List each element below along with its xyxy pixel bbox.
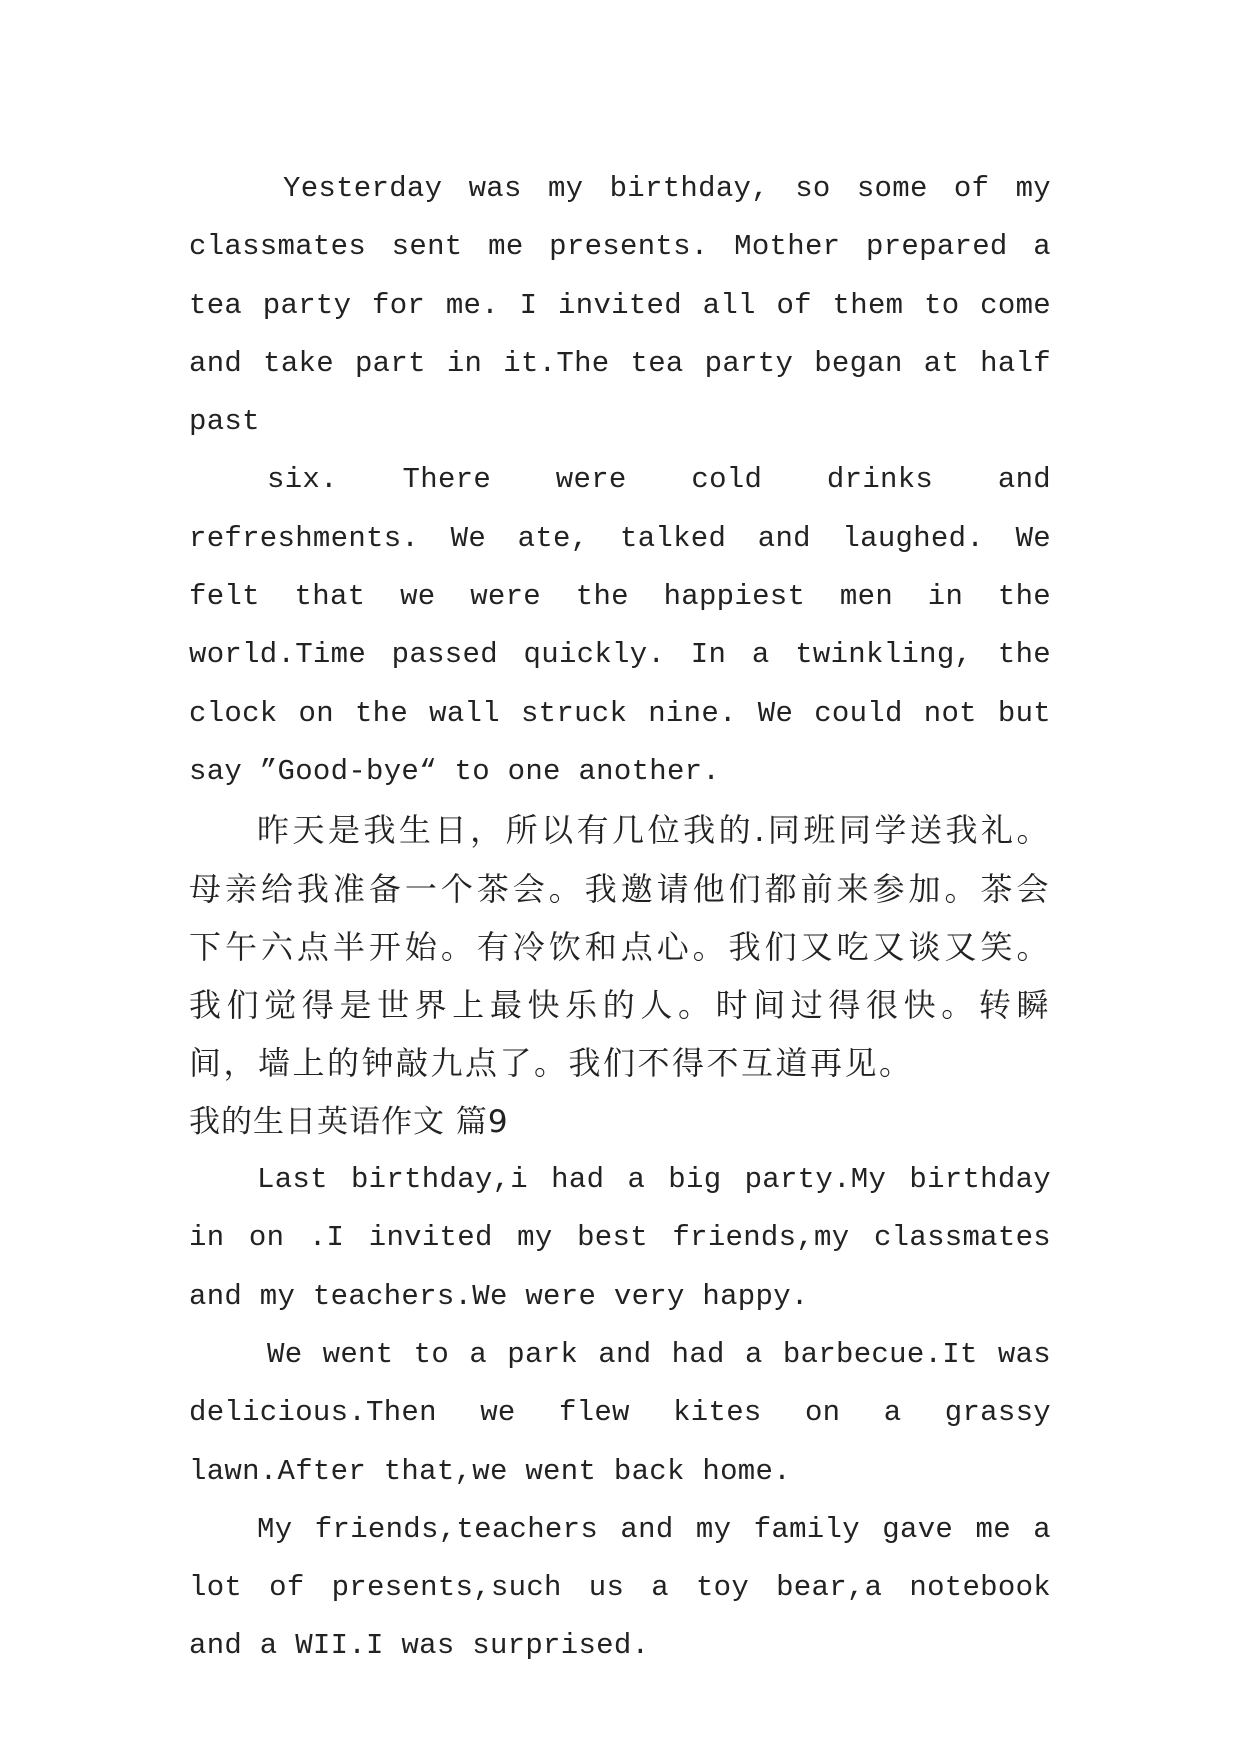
paragraph-last-birthday: Last birthday,i had a big party.My birthday in on .I invited my best friends,my classmates and my teachers.We were very happy. [189,1163,1051,1313]
paragraph-tea-party-events: six. There were cold drinks and refreshments. We ate, talked and laughed. We felt that we were the happiest men in the world.Time passed quickly. In a twinkling, the clock on the wall struck nine. We could not but say ”Good-bye“ to one another. [189,463,1051,788]
paragraph-birthday-tea-party-intro: Yesterday was my birthday, so some of my classmates sent me presents. Mother prepared a tea party for me. I invited all of them to come and take part in it.The tea party began at half past [189,172,1051,439]
paragraph-presents: My friends,teachers and my family gave me a lot of presents,such us a toy bear,a notebook and a WII.I was surprised. [189,1512,1051,1663]
paragraph-park-barbecue: We went to a park and had a barbecue.It was delicious.Then we flew kites on a grassy lawn.After that,we went back home. [189,1337,1051,1488]
paragraph-chinese-translation: 昨天是我生日，所以有几位我的.同班同学送我礼。母亲给我准备一个茶会。我邀请他们都前来参加。茶会下午六点半开始。有冷饮和点心。我们又吃又谈又笑。我们觉得是世界上最快乐的人。时间过得很快。转瞬间，墙上的钟敲九点了。我们不得不互道再见。 [189,811,1051,1083]
essay-heading: 我的生日英语作文 篇9 [189,1103,509,1140]
document-body [189,160,1051,1676]
